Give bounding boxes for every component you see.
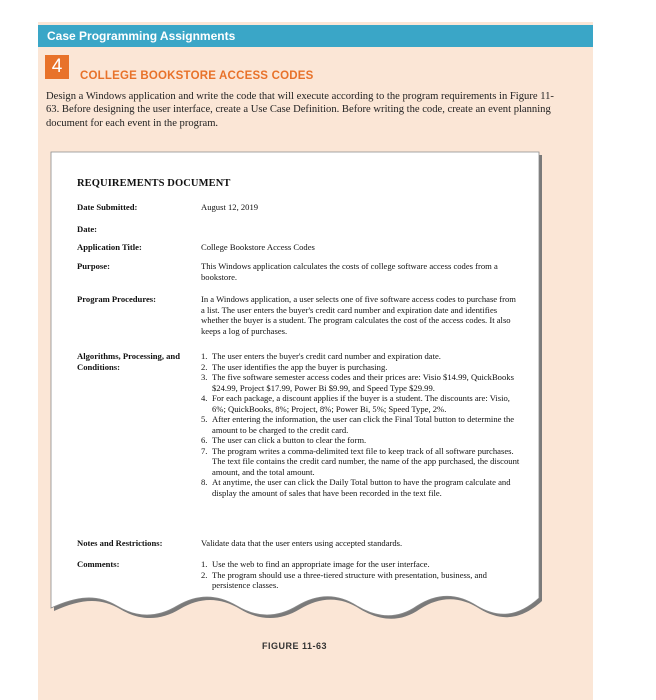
comments-label: Comments: [77,559,120,569]
program-procedures-label: Program Procedures: [77,294,156,304]
purpose-label: Purpose: [77,261,110,271]
list-item: 1. Use the web to find an appropriate image for the user interface. [201,559,430,569]
list-item: 7. The program writes a comma-delimited text file to keep track of all software purchases. The text file contains the credit card number, the name of the app purchased, the discount amount, and the total amount. [201,445,520,477]
section-header: Case Programming Assignments [38,25,593,47]
notes-label: Notes and Restrictions: [77,538,163,548]
notes-value: Validate data that the user enters using accepted standards. [201,538,403,548]
date-submitted-value: August 12, 2019 [201,202,259,212]
algorithms-label: Algorithms, Processing, and Conditions: [77,351,180,372]
date-submitted-label: Date Submitted: [77,202,138,212]
list-item: 2. The user identifies the app the buyer is purchasing. [201,361,388,372]
list-item: 8. At anytime, the user can click the Daily Total button to have the program calculate and display the amount of sales that have been recorded in the text file. [201,477,511,498]
list-item: 1. The user enters the buyer's credit card number and expiration date. [201,351,441,361]
case-title: COLLEGE BOOKSTORE ACCESS CODES [80,70,314,82]
comments-list [201,559,521,591]
application-title-value: College Bookstore Access Codes [201,242,315,252]
list-item: 6. The user can click a button to clear the form. [201,435,367,445]
date-label: Date: [77,224,98,234]
algorithms-list [201,351,521,498]
requirements-document [47,148,543,620]
program-procedures-value: In a Windows application, a user selects one of five software access codes to purchase from a list. The user enters the buyer's credit card number and expiration date and identifies whether the buyer is a student. The program calculates the cost of the access codes. It also keeps a log of purchases. [201,294,516,336]
list-item: 2. The program should use a three-tiered structure with presentation, business, and persistence classes. [201,569,487,590]
application-title-label: Application Title: [77,242,142,252]
list-item: 3. The five software semester access codes and their prices are: Visio $14.99, QuickBooks $24.99, Project $17.99, Power Bi $9.99, and Speed Type $29.99. [201,372,514,393]
purpose-value: This Windows application calculates the costs of college software access codes from a bookstore. [201,261,498,282]
case-number-badge: 4 [45,55,69,79]
list-item: 5. After entering the information, the user can click the Final Total button to determine the amount to be charged to the credit card. [201,414,515,435]
requirements-heading: REQUIREMENTS DOCUMENT [77,178,231,189]
list-item: 4. For each package, a discount applies if the buyer is a student. The discounts are: Visio, 6%; QuickBooks, 8%; Project, 8%; Power Bi, 5%; Speed Type, 2%. [201,393,510,414]
case-intro-text: Design a Windows application and write the code that will execute according to the program requirements in Figure 11-63. Before designing the user interface, create a Use Case Definition. Before writing the code, create an event planning document for each event in the program. [46,91,554,129]
figure-caption: FIGURE 11-63 [262,641,328,651]
